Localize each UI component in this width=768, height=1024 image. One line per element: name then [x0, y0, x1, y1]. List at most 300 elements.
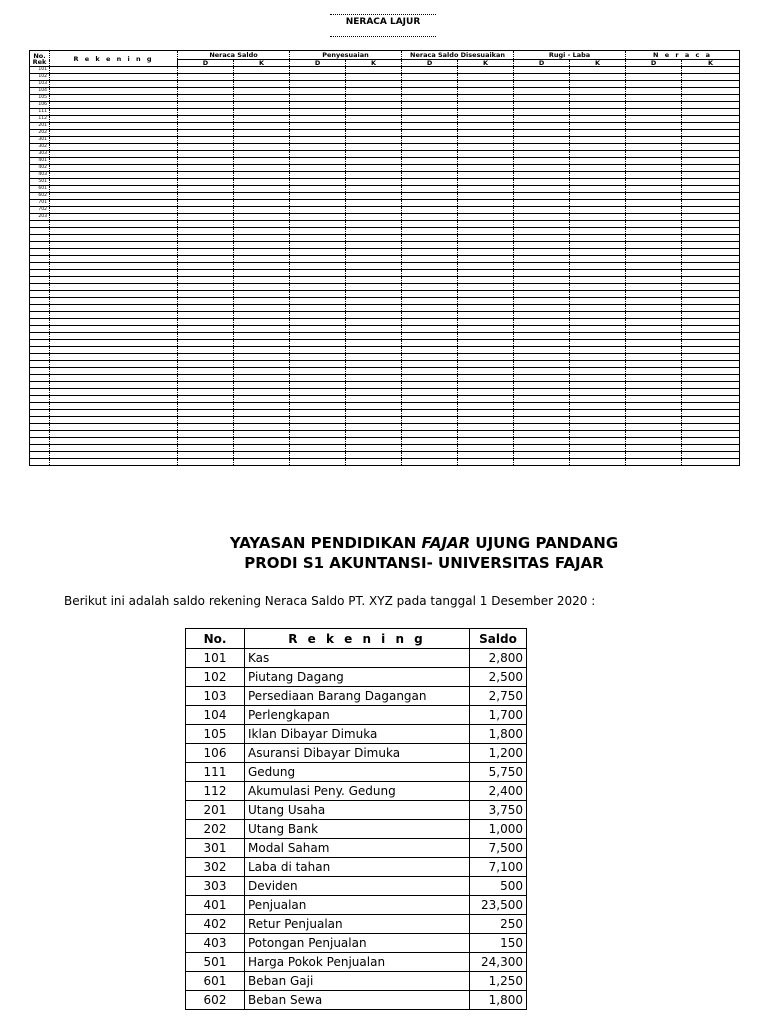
- worksheet-cell: [402, 354, 458, 361]
- worksheet-cell: [50, 403, 178, 410]
- worksheet-row: [30, 214, 740, 221]
- worksheet-row: [30, 165, 740, 172]
- worksheet-cell: [346, 74, 402, 81]
- worksheet-row: [30, 249, 740, 256]
- worksheet-cell: [570, 445, 626, 452]
- saldo-row: [186, 649, 527, 668]
- worksheet-cell: [290, 235, 346, 242]
- worksheet-account-number: [30, 389, 50, 396]
- worksheet-cell: [514, 312, 570, 319]
- worksheet-cell: [178, 333, 234, 340]
- worksheet-cell: [402, 375, 458, 382]
- worksheet-cell: [290, 109, 346, 116]
- worksheet-cell: [402, 228, 458, 235]
- worksheet-cell: [346, 81, 402, 88]
- worksheet-cell: [682, 200, 740, 207]
- worksheet-cell: [514, 361, 570, 368]
- worksheet-cell: [290, 298, 346, 305]
- worksheet-cell: [682, 263, 740, 270]
- worksheet-account-number: [30, 375, 50, 382]
- worksheet-cell: [346, 67, 402, 74]
- worksheet-cell: [346, 193, 402, 200]
- worksheet-cell: [514, 165, 570, 172]
- saldo-cell-saldo: 2,400: [470, 782, 527, 801]
- worksheet-cell: [234, 221, 290, 228]
- col-rekening: R e k e n i n g: [50, 51, 178, 67]
- worksheet-cell: [234, 249, 290, 256]
- worksheet-cell: [570, 186, 626, 193]
- saldo-table: [185, 628, 527, 1010]
- worksheet-cell: [178, 263, 234, 270]
- worksheet-cell: [682, 256, 740, 263]
- worksheet-cell: [50, 270, 178, 277]
- worksheet-cell: [682, 249, 740, 256]
- worksheet-cell: [50, 74, 178, 81]
- worksheet-cell: [402, 172, 458, 179]
- worksheet-row: [30, 361, 740, 368]
- worksheet-cell: [234, 228, 290, 235]
- worksheet-cell: [346, 333, 402, 340]
- worksheet-cell: [346, 291, 402, 298]
- worksheet-cell: [458, 214, 514, 221]
- worksheet-cell: [346, 277, 402, 284]
- worksheet-cell: [514, 109, 570, 116]
- worksheet-cell: [626, 410, 682, 417]
- worksheet-cell: [178, 347, 234, 354]
- worksheet-cell: [458, 256, 514, 263]
- worksheet-cell: [234, 445, 290, 452]
- worksheet-cell: [682, 228, 740, 235]
- saldo-cell-no: 102: [186, 668, 245, 687]
- worksheet-cell: [346, 109, 402, 116]
- worksheet-cell: [626, 116, 682, 123]
- worksheet-cell: [682, 172, 740, 179]
- worksheet-cell: [178, 305, 234, 312]
- worksheet-cell: [402, 340, 458, 347]
- worksheet-cell: [626, 74, 682, 81]
- worksheet-cell: [458, 424, 514, 431]
- col-kredit-3: K: [570, 60, 626, 67]
- worksheet-cell: [570, 165, 626, 172]
- worksheet-cell: [290, 270, 346, 277]
- worksheet-cell: [458, 95, 514, 102]
- worksheet-account-number: [30, 305, 50, 312]
- worksheet-cell: [346, 431, 402, 438]
- worksheet-cell: [514, 410, 570, 417]
- worksheet-row: [30, 445, 740, 452]
- worksheet-cell: [682, 102, 740, 109]
- worksheet-account-number: [30, 221, 50, 228]
- worksheet-cell: [570, 424, 626, 431]
- saldo-row: [186, 744, 527, 763]
- worksheet-cell: [458, 319, 514, 326]
- worksheet-cell: [570, 263, 626, 270]
- worksheet-account-number: 501: [30, 179, 50, 186]
- worksheet-cell: [514, 389, 570, 396]
- worksheet-cell: [458, 284, 514, 291]
- worksheet-cell: [626, 333, 682, 340]
- worksheet-cell: [234, 116, 290, 123]
- worksheet-cell: [178, 249, 234, 256]
- worksheet-account-number: [30, 403, 50, 410]
- worksheet-cell: [50, 326, 178, 333]
- worksheet-row: [30, 123, 740, 130]
- col-debit-1: D: [290, 60, 346, 67]
- worksheet-account-number: [30, 347, 50, 354]
- worksheet-cell: [50, 459, 178, 466]
- worksheet-cell: [234, 389, 290, 396]
- worksheet-cell: [458, 116, 514, 123]
- worksheet-cell: [50, 207, 178, 214]
- worksheet-cell: [346, 235, 402, 242]
- worksheet-cell: [402, 109, 458, 116]
- worksheet-cell: [290, 396, 346, 403]
- worksheet-cell: [626, 235, 682, 242]
- worksheet-cell: [234, 123, 290, 130]
- worksheet-account-number: 111: [30, 109, 50, 116]
- worksheet-cell: [178, 221, 234, 228]
- worksheet-cell: [626, 459, 682, 466]
- worksheet-cell: [458, 144, 514, 151]
- worksheet-cell: [346, 347, 402, 354]
- worksheet-cell: [682, 165, 740, 172]
- worksheet-cell: [50, 312, 178, 319]
- worksheet-cell: [290, 228, 346, 235]
- worksheet-cell: [290, 410, 346, 417]
- worksheet-cell: [178, 354, 234, 361]
- worksheet-cell: [626, 165, 682, 172]
- worksheet-cell: [346, 256, 402, 263]
- worksheet-cell: [458, 172, 514, 179]
- worksheet-cell: [682, 403, 740, 410]
- worksheet-cell: [178, 326, 234, 333]
- worksheet-cell: [458, 354, 514, 361]
- worksheet-cell: [682, 130, 740, 137]
- worksheet-cell: [682, 319, 740, 326]
- worksheet-cell: [50, 361, 178, 368]
- worksheet-cell: [290, 116, 346, 123]
- worksheet-cell: [178, 67, 234, 74]
- header-line-1-post: UJUNG PANDANG: [470, 534, 619, 552]
- worksheet-cell: [178, 417, 234, 424]
- worksheet-cell: [570, 347, 626, 354]
- worksheet-row: [30, 438, 740, 445]
- worksheet-cell: [626, 403, 682, 410]
- worksheet-cell: [178, 186, 234, 193]
- worksheet-cell: [514, 137, 570, 144]
- worksheet-cell: [570, 81, 626, 88]
- worksheet-cell: [626, 291, 682, 298]
- worksheet-cell: [514, 270, 570, 277]
- worksheet-cell: [178, 116, 234, 123]
- worksheet-cell: [178, 424, 234, 431]
- worksheet-cell: [346, 95, 402, 102]
- worksheet-cell: [234, 452, 290, 459]
- worksheet-cell: [178, 172, 234, 179]
- worksheet-cell: [682, 74, 740, 81]
- worksheet-cell: [458, 375, 514, 382]
- worksheet-cell: [234, 158, 290, 165]
- group-neraca: N e r a c a: [626, 51, 740, 60]
- worksheet-row: [30, 172, 740, 179]
- worksheet-cell: [458, 431, 514, 438]
- worksheet-cell: [514, 221, 570, 228]
- worksheet-cell: [514, 382, 570, 389]
- worksheet-cell: [458, 361, 514, 368]
- worksheet-cell: [402, 200, 458, 207]
- worksheet-cell: [514, 193, 570, 200]
- worksheet-cell: [570, 214, 626, 221]
- saldo-row: [186, 668, 527, 687]
- worksheet-account-number: 202: [30, 130, 50, 137]
- worksheet-row: [30, 417, 740, 424]
- worksheet-cell: [514, 277, 570, 284]
- worksheet-cell: [626, 312, 682, 319]
- worksheet-account-number: 402: [30, 165, 50, 172]
- worksheet-cell: [514, 291, 570, 298]
- worksheet-cell: [50, 67, 178, 74]
- worksheet-cell: [290, 417, 346, 424]
- worksheet-cell: [458, 403, 514, 410]
- worksheet-cell: [290, 207, 346, 214]
- worksheet-cell: [514, 403, 570, 410]
- worksheet-cell: [50, 410, 178, 417]
- saldo-cell-no: 302: [186, 858, 245, 877]
- worksheet-row: [30, 277, 740, 284]
- worksheet-cell: [402, 361, 458, 368]
- worksheet-cell: [570, 144, 626, 151]
- worksheet-cell: [290, 452, 346, 459]
- worksheet-cell: [570, 88, 626, 95]
- saldo-cell-saldo: 1,800: [470, 725, 527, 744]
- worksheet-account-number: [30, 424, 50, 431]
- worksheet-cell: [178, 137, 234, 144]
- worksheet-cell: [514, 158, 570, 165]
- worksheet-cell: [626, 151, 682, 158]
- saldo-cell-saldo: 250: [470, 915, 527, 934]
- worksheet-row: [30, 396, 740, 403]
- worksheet-cell: [682, 396, 740, 403]
- worksheet-account-number: 102: [30, 74, 50, 81]
- worksheet-cell: [626, 200, 682, 207]
- worksheet-cell: [402, 263, 458, 270]
- worksheet-cell: [626, 375, 682, 382]
- saldo-row: [186, 782, 527, 801]
- worksheet-account-number: [30, 228, 50, 235]
- worksheet-cell: [682, 431, 740, 438]
- worksheet-cell: [290, 67, 346, 74]
- worksheet-cell: [346, 382, 402, 389]
- worksheet-cell: [514, 186, 570, 193]
- worksheet-cell: [514, 207, 570, 214]
- worksheet-account-number: [30, 326, 50, 333]
- worksheet-account-number: 101: [30, 67, 50, 74]
- worksheet-cell: [290, 354, 346, 361]
- worksheet-cell: [514, 95, 570, 102]
- worksheet-account-number: 203: [30, 214, 50, 221]
- worksheet-cell: [514, 200, 570, 207]
- worksheet-account-number: 701: [30, 200, 50, 207]
- saldo-row: [186, 877, 527, 896]
- worksheet-cell: [290, 242, 346, 249]
- worksheet-cell: [178, 109, 234, 116]
- worksheet-cell: [178, 81, 234, 88]
- worksheet-cell: [682, 424, 740, 431]
- col-kredit-0: K: [234, 60, 290, 67]
- saldo-cell-name: Perlengkapan: [245, 706, 470, 725]
- worksheet-cell: [458, 67, 514, 74]
- worksheet-account-number: [30, 242, 50, 249]
- worksheet-cell: [50, 298, 178, 305]
- saldo-cell-saldo: 2,500: [470, 668, 527, 687]
- worksheet-cell: [234, 95, 290, 102]
- worksheet-cell: [290, 319, 346, 326]
- saldo-cell-no: 103: [186, 687, 245, 706]
- worksheet-cell: [682, 382, 740, 389]
- worksheet-account-number: [30, 263, 50, 270]
- worksheet-account-number: [30, 291, 50, 298]
- worksheet-cell: [626, 319, 682, 326]
- worksheet-cell: [458, 186, 514, 193]
- worksheet-cell: [570, 228, 626, 235]
- saldo-cell-no: 301: [186, 839, 245, 858]
- worksheet-cell: [178, 95, 234, 102]
- worksheet-cell: [178, 144, 234, 151]
- saldo-cell-saldo: 1,700: [470, 706, 527, 725]
- worksheet-cell: [50, 109, 178, 116]
- worksheet-cell: [514, 452, 570, 459]
- worksheet-cell: [570, 95, 626, 102]
- saldo-cell-name: Potongan Penjualan: [245, 934, 470, 953]
- worksheet-cell: [402, 368, 458, 375]
- worksheet-cell: [626, 452, 682, 459]
- worksheet-row: [30, 179, 740, 186]
- worksheet-cell: [346, 123, 402, 130]
- worksheet-cell: [514, 445, 570, 452]
- worksheet-account-number: [30, 333, 50, 340]
- saldo-row: [186, 934, 527, 953]
- worksheet-account-number: [30, 396, 50, 403]
- worksheet-cell: [682, 123, 740, 130]
- saldo-cell-name: Penjualan: [245, 896, 470, 915]
- worksheet-cell: [682, 179, 740, 186]
- worksheet-cell: [682, 312, 740, 319]
- worksheet-cell: [290, 368, 346, 375]
- worksheet-cell: [458, 158, 514, 165]
- worksheet-cell: [514, 242, 570, 249]
- saldo-cell-no: 105: [186, 725, 245, 744]
- worksheet-cell: [402, 305, 458, 312]
- worksheet-cell: [346, 396, 402, 403]
- header-line-1: [0, 533, 768, 553]
- worksheet-cell: [570, 452, 626, 459]
- worksheet-cell: [346, 424, 402, 431]
- worksheet-cell: [570, 361, 626, 368]
- worksheet-cell: [178, 431, 234, 438]
- worksheet-cell: [402, 382, 458, 389]
- worksheet-cell: [458, 347, 514, 354]
- worksheet-cell: [458, 305, 514, 312]
- worksheet-cell: [290, 291, 346, 298]
- worksheet-account-number: [30, 235, 50, 242]
- saldo-cell-no: 101: [186, 649, 245, 668]
- saldo-cell-no: 602: [186, 991, 245, 1010]
- worksheet-cell: [514, 263, 570, 270]
- worksheet-cell: [626, 249, 682, 256]
- worksheet-cell: [234, 284, 290, 291]
- worksheet-cell: [50, 123, 178, 130]
- worksheet-cell: [178, 382, 234, 389]
- worksheet-cell: [402, 144, 458, 151]
- worksheet-cell: [346, 284, 402, 291]
- worksheet-cell: [514, 438, 570, 445]
- worksheet-cell: [514, 347, 570, 354]
- worksheet-cell: [50, 116, 178, 123]
- worksheet-cell: [178, 410, 234, 417]
- saldo-cell-name: Beban Gaji: [245, 972, 470, 991]
- worksheet-cell: [570, 200, 626, 207]
- worksheet-cell: [346, 368, 402, 375]
- worksheet-cell: [290, 431, 346, 438]
- worksheet-cell: [346, 242, 402, 249]
- worksheet-cell: [682, 375, 740, 382]
- worksheet-cell: [626, 242, 682, 249]
- worksheet-cell: [626, 130, 682, 137]
- worksheet-cell: [570, 207, 626, 214]
- worksheet-cell: [178, 151, 234, 158]
- saldo-row: [186, 820, 527, 839]
- group-neraca-saldo: Neraca Saldo: [178, 51, 290, 60]
- saldo-col-rekening: R e k e n i n g: [245, 629, 470, 649]
- worksheet-cell: [682, 417, 740, 424]
- worksheet-cell: [682, 88, 740, 95]
- worksheet-cell: [346, 249, 402, 256]
- worksheet-cell: [458, 438, 514, 445]
- worksheet-cell: [570, 172, 626, 179]
- worksheet-cell: [570, 249, 626, 256]
- worksheet-cell: [290, 158, 346, 165]
- worksheet-cell: [570, 102, 626, 109]
- col-no-rek: No. Rek: [30, 51, 50, 67]
- worksheet-account-number: [30, 298, 50, 305]
- worksheet-cell: [402, 396, 458, 403]
- worksheet-cell: [682, 410, 740, 417]
- worksheet-cell: [346, 438, 402, 445]
- worksheet-cell: [626, 368, 682, 375]
- worksheet-cell: [178, 291, 234, 298]
- worksheet-cell: [50, 144, 178, 151]
- worksheet-cell: [458, 298, 514, 305]
- saldo-row: [186, 725, 527, 744]
- worksheet-cell: [626, 382, 682, 389]
- worksheet-cell: [626, 445, 682, 452]
- worksheet-cell: [346, 186, 402, 193]
- worksheet-cell: [682, 214, 740, 221]
- worksheet-cell: [50, 431, 178, 438]
- worksheet-cell: [402, 207, 458, 214]
- saldo-cell-name: Deviden: [245, 877, 470, 896]
- worksheet-cell: [290, 200, 346, 207]
- worksheet-row: [30, 158, 740, 165]
- worksheet-account-number: 601: [30, 186, 50, 193]
- worksheet-cell: [402, 277, 458, 284]
- worksheet-cell: [234, 431, 290, 438]
- worksheet-cell: [50, 165, 178, 172]
- worksheet-cell: [234, 410, 290, 417]
- worksheet-cell: [290, 459, 346, 466]
- worksheet-cell: [290, 81, 346, 88]
- worksheet-cell: [290, 214, 346, 221]
